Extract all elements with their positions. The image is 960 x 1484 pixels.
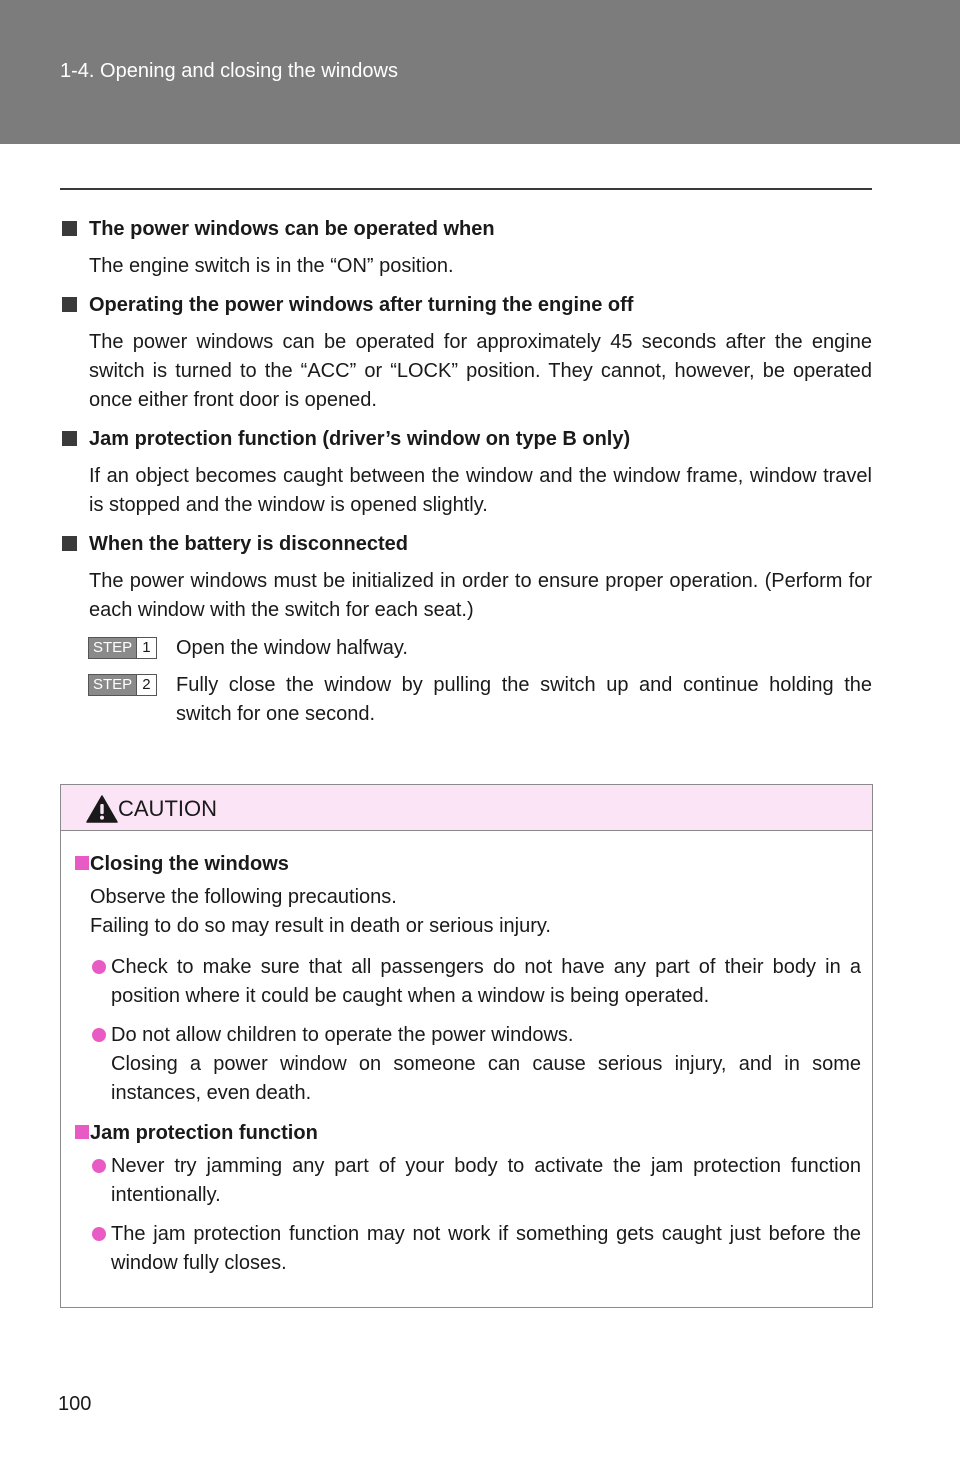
step-text: Open the window halfway. bbox=[176, 637, 408, 659]
step-badge-number: 1 bbox=[136, 638, 155, 658]
step-item bbox=[60, 634, 872, 663]
caution-title: CAUTION bbox=[118, 796, 217, 821]
caution-heading-text: Closing the windows bbox=[90, 853, 289, 875]
topic-paragraph: The engine switch is in the “ON” position. bbox=[89, 255, 454, 277]
square-bullet-icon bbox=[62, 221, 77, 236]
topic-heading bbox=[60, 529, 872, 559]
square-bullet-icon bbox=[62, 431, 77, 446]
top-divider bbox=[60, 188, 872, 190]
topic-heading bbox=[60, 424, 872, 454]
caution-heading bbox=[75, 1118, 861, 1148]
topic-paragraph: The power windows can be operated for approximately 45 seconds after the engine switch is turned to the “ACC” or “LOCK” position. They cannot, however, be operated once either front door is opened. bbox=[89, 331, 872, 411]
topic-heading-text: The power windows can be operated when bbox=[89, 218, 495, 240]
caution-intro-line: Failing to do so may result in death or serious injury. bbox=[90, 915, 551, 937]
step-badge-label: STEP bbox=[89, 675, 136, 695]
topic-heading bbox=[60, 214, 872, 244]
main-content bbox=[60, 214, 872, 737]
caution-header bbox=[61, 785, 872, 831]
round-bullet-icon bbox=[92, 1227, 106, 1241]
step-item bbox=[60, 671, 872, 729]
topic-paragraph: The power windows must be initialized in order to ensure proper operation. (Perform for each window with the switch for each seat.) bbox=[89, 570, 872, 621]
caution-bullet bbox=[75, 1220, 861, 1278]
caution-bullet-text: Never try jamming any part of your body to activate the jam protection function intentionally. bbox=[111, 1155, 861, 1206]
round-bullet-icon bbox=[92, 1028, 106, 1042]
caution-body bbox=[61, 831, 872, 1278]
step-badge-number: 2 bbox=[136, 675, 155, 695]
topic-heading-text: Operating the power windows after turning the engine off bbox=[89, 294, 634, 316]
caution-bullet bbox=[75, 953, 861, 1011]
round-bullet-icon bbox=[92, 960, 106, 974]
round-bullet-icon bbox=[92, 1159, 106, 1173]
topic-heading-text: Jam protection function (driver’s window on type B only) bbox=[89, 428, 631, 450]
warning-triangle-icon bbox=[86, 795, 118, 823]
caution-intro-line: Observe the following precautions. bbox=[90, 886, 397, 908]
square-bullet-icon bbox=[75, 1125, 89, 1139]
topic-paragraph: If an object becomes caught between the window and the window frame, window travel is stopped and the window is opened slightly. bbox=[89, 465, 872, 516]
step-badge-label: STEP bbox=[89, 638, 136, 658]
caution-bullet-text: Do not allow children to operate the power windows. bbox=[111, 1024, 574, 1046]
caution-heading-text: Jam protection function bbox=[90, 1122, 318, 1144]
square-bullet-icon bbox=[75, 856, 89, 870]
caution-bullet bbox=[75, 1152, 861, 1210]
caution-bullet-text: Check to make sure that all passengers do not have any part of their body in a position where it could be caught when a window is being operated. bbox=[111, 956, 861, 1007]
caution-intro bbox=[75, 883, 861, 941]
step-text: Fully close the window by pulling the switch up and continue holding the switch for one second. bbox=[176, 674, 872, 725]
chapter-header-band bbox=[0, 0, 960, 144]
caution-box bbox=[60, 784, 873, 1308]
section-title: 1-4. Opening and closing the windows bbox=[60, 60, 398, 82]
caution-bullet bbox=[75, 1021, 861, 1108]
caution-heading bbox=[75, 849, 861, 879]
step-badge bbox=[88, 637, 157, 659]
caution-bullet-text: The jam protection function may not work if something gets caught just before the window fully closes. bbox=[111, 1223, 861, 1274]
square-bullet-icon bbox=[62, 297, 77, 312]
topic-heading bbox=[60, 290, 872, 320]
step-badge bbox=[88, 674, 157, 696]
topic-heading-text: When the battery is disconnected bbox=[89, 533, 408, 555]
page-number: 100 bbox=[58, 1393, 92, 1415]
square-bullet-icon bbox=[62, 536, 77, 551]
caution-bullet-text: Closing a power window on someone can cause serious injury, and in some instances, even death. bbox=[111, 1053, 861, 1104]
